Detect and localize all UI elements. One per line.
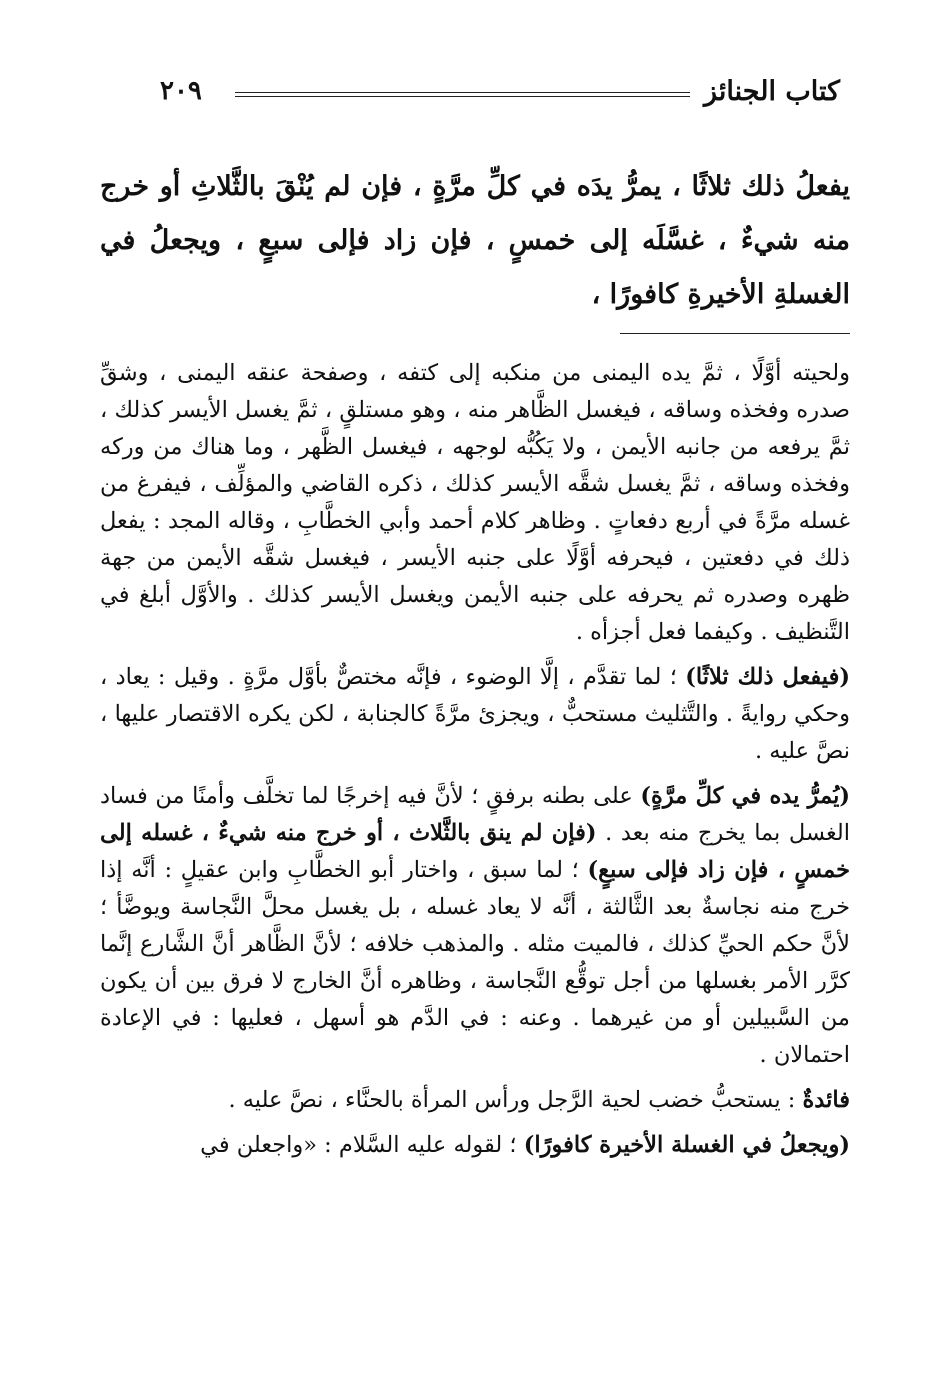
lemma: (ويجعلُ في الغسلة الأخيرة كافورًا): [523, 1132, 850, 1158]
main-text: يفعلُ ذلك ثلاثًا ، يمرُّ يدَه في كلِّ مرَّةٍ ، فإن لم يُنْقَ بالثَّلاثِ أو خرج منه شيءٌ ، غسَّلَه إلى خمسٍ ، فإن زاد فإلى سبعٍ ، ويجعلُ في الغسلةِ الأخيرةِ كافورًا ،: [100, 171, 850, 310]
header-rule: [235, 92, 690, 97]
lemma: (فيفعل ذلك ثلاثًا): [685, 664, 850, 690]
commentary-paragraph: [100, 778, 850, 1074]
commentary-paragraph: [100, 1082, 850, 1119]
page-header: [160, 76, 840, 116]
lemma: (فإن لم ينق بالثَّلاث ، أو خرج منه شيءٌ ، غسله إلى خمسٍ ، فإن زاد فإلى سبعٍ): [100, 820, 850, 883]
commentary-text: على بطنه برفقٍ ؛ لأنَّ فيه إخرجًا لما تخلَّف وأمنًا من فساد الغسل بما يخرج منه بعد .: [100, 783, 850, 846]
lemma: (يُمرُّ يده في كلِّ مرَّةٍ): [640, 783, 850, 809]
page-number: ٢٠٩: [160, 76, 202, 106]
commentary-paragraph: [100, 355, 850, 651]
commentary-text: ؛ لما تقدَّم ، إلَّا الوضوء ، فإنَّه مختصٌّ بأوَّل مرَّةٍ . وقيل : يعاد ، وحكي روايةً . والتَّثليث مستحبٌّ ، ويجزئ مرَّةً كالجنابة ، لكن يكره الاقتصار عليها ، نصَّ عليه .: [100, 664, 850, 764]
commentary: [100, 355, 850, 1172]
footnote-divider: [620, 333, 850, 334]
note-label: فائدةٌ: [802, 1087, 850, 1113]
commentary-paragraph: [100, 1127, 850, 1164]
commentary-text: ولحيته أوَّلًا ، ثمَّ يده اليمنى من منكبه إلى كتفه ، وصفحة عنقه اليمنى ، وشقِّ صدره وفخذه وساقه ، فيغسل الظَّاهر منه ، وهو مستلقٍ ، ثمَّ يغسل الأيسر كذلك ، ثمَّ يرفعه من جانبه الأيمن ، ولا يَكُبُّه لوجهه ، فيغسل الظَّهر ، وما هناك من وركه وفخذه وساقه ، ثمَّ يغسل شقَّه الأيسر كذلك ، ذكره القاضي والمؤلِّف ، فيفرغ من غسله مرَّةً في أربع دفعاتٍ . وظاهر كلام أحمد وأبي الخطَّابِ ، وقاله المجد : يفعل ذلك في دفعتين ، فيحرفه أوَّلًا على جنبه الأيسر ، فيغسل شقَّه الأيمن من جهة ظهره وصدره ثم يحرفه على جنبه الأيمن ويغسل الأيسر كذلك . والأوَّل أبلغ في التَّنظيف . وكيفما فعل أجزأه .: [100, 360, 850, 645]
commentary-paragraph: [100, 659, 850, 770]
commentary-text: ؛ لقوله عليه السَّلام : «واجعلن في: [200, 1132, 524, 1158]
running-title: كتاب الجنائز: [704, 76, 840, 107]
commentary-text: ؛ لما سبق ، واختار أبو الخطَّابِ وابن عقيلٍ : أنَّه إذا خرج منه نجاسةٌ بعد الثَّالثة ، أنَّه لا يعاد غسله ، بل يغسل محلَّ النَّجاسة ويوضَّأ ؛ لأنَّ حكم الحيِّ كذلك ، فالميت مثله . والمذهب خلافه ؛ لأنَّ الظَّاهر أنَّ الشَّارع إنَّما كرَّر الأمر بغسلها من أجل توقُّع النَّجاسة ، وظاهره أنَّ الخارج لا فرق بين أن يكون من السَّبيلين أو من غيرهما . وعنه : في الدَّم هو أسهل ، فعليها : في الإعادة احتمالان .: [100, 857, 850, 1068]
commentary-text: : يستحبُّ خضب لحية الرَّجل ورأس المرأة بالحنَّاء ، نصَّ عليه .: [228, 1087, 803, 1113]
